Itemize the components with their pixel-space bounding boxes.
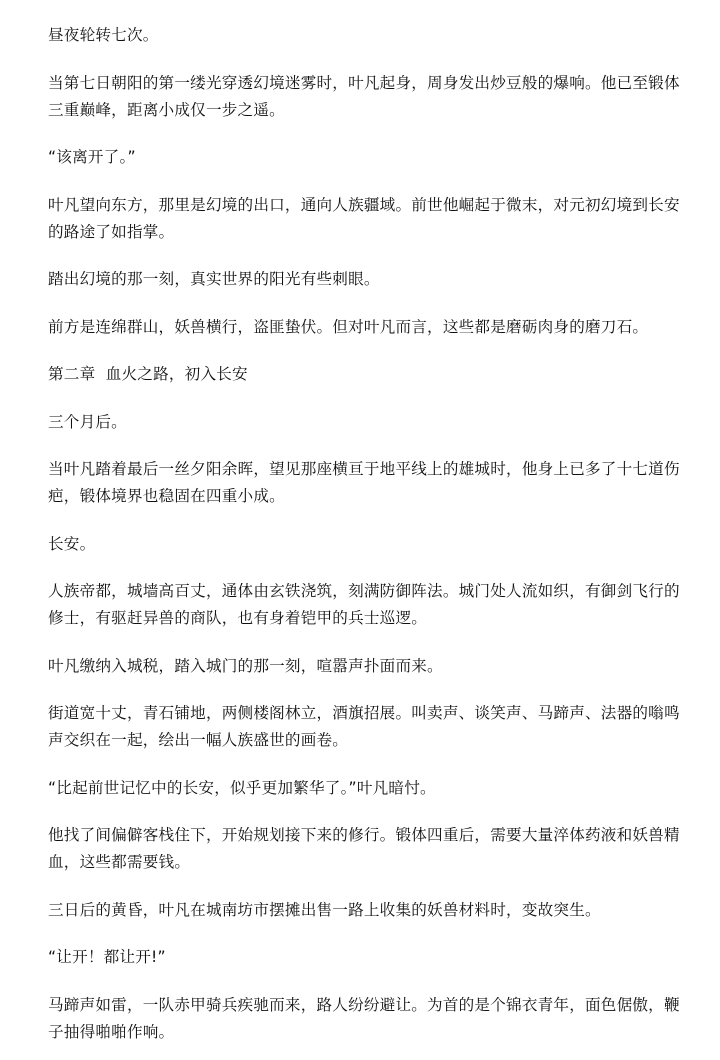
paragraph: 三日后的黄昏，叶凡在城南坊市摆摊出售一路上收集的妖兽材料时，变故突生。 bbox=[48, 900, 601, 919]
paragraph: 叶凡望向东方，那里是幻境的出口，通向人族疆域。前世他崛起于微末，对元初幻境到长安的路途了如指掌。 bbox=[48, 195, 680, 241]
paragraph: 马蹄声如雷，一队赤甲骑兵疾驰而来，路人纷纷避让。为首的是个锦衣青年，面色倨傲，鞭子抽得啪啪作响。 bbox=[48, 995, 680, 1041]
chapter-heading: 第二章 血火之路，初入长安 bbox=[48, 365, 248, 383]
paragraph: 当第七日朝阳的第一缕光穿透幻境迷雾时，叶凡起身，周身发出炒豆般的爆响。他已至锻体三重巅峰，距离小成仅一步之遥。 bbox=[48, 73, 680, 119]
paragraph: “该离开了。” bbox=[48, 148, 136, 166]
paragraph: 长安。 bbox=[48, 534, 96, 553]
paragraph: 昼夜轮转七次。 bbox=[48, 26, 159, 44]
paragraph: “让开！都让开!” bbox=[48, 948, 166, 966]
paragraph: 他找了间偏僻客栈住下，开始规划接下来的修行。锻体四重后，需要大量淬体药液和妖兽精血，这些都需要钱。 bbox=[48, 826, 680, 871]
paragraph: 当叶凡踏着最后一丝夕阳余晖，望见那座横亘于地平线上的雄城时，他身上已多了十七道伤疤，锻体境界也稳固在四重小成。 bbox=[48, 460, 680, 505]
paragraph: 三个月后。 bbox=[48, 412, 127, 431]
paragraph: “比起前世记忆中的长安，似乎更加繁华了。”叶凡暗忖。 bbox=[48, 778, 436, 797]
paragraph: 街道宽十丈，青石铺地，两侧楼阁林立，酒旗招展。叫卖声、谈笑声、马蹄声、法器的嗡鸣声交织在一起，绘出一幅人族盛世的画卷。 bbox=[48, 704, 680, 749]
paragraph: 踏出幻境的那一刻，真实世界的阳光有些刺眼。 bbox=[48, 270, 380, 288]
paragraph: 叶凡缴纳入城税，踏入城门的那一刻，喧嚣声扑面而来。 bbox=[48, 656, 443, 675]
paragraph: 前方是连绵群山，妖兽横行，盗匪蛰伏。但对叶凡而言，这些都是磨砺肉身的磨刀石。 bbox=[48, 317, 649, 336]
paragraph: 人族帝都，城墙高百丈，通体由玄铁浇筑，刻满防御阵法。城门处人流如织，有御剑飞行的修士，有驱赶异兽的商队，也有身着铠甲的兵士巡逻。 bbox=[48, 582, 680, 627]
